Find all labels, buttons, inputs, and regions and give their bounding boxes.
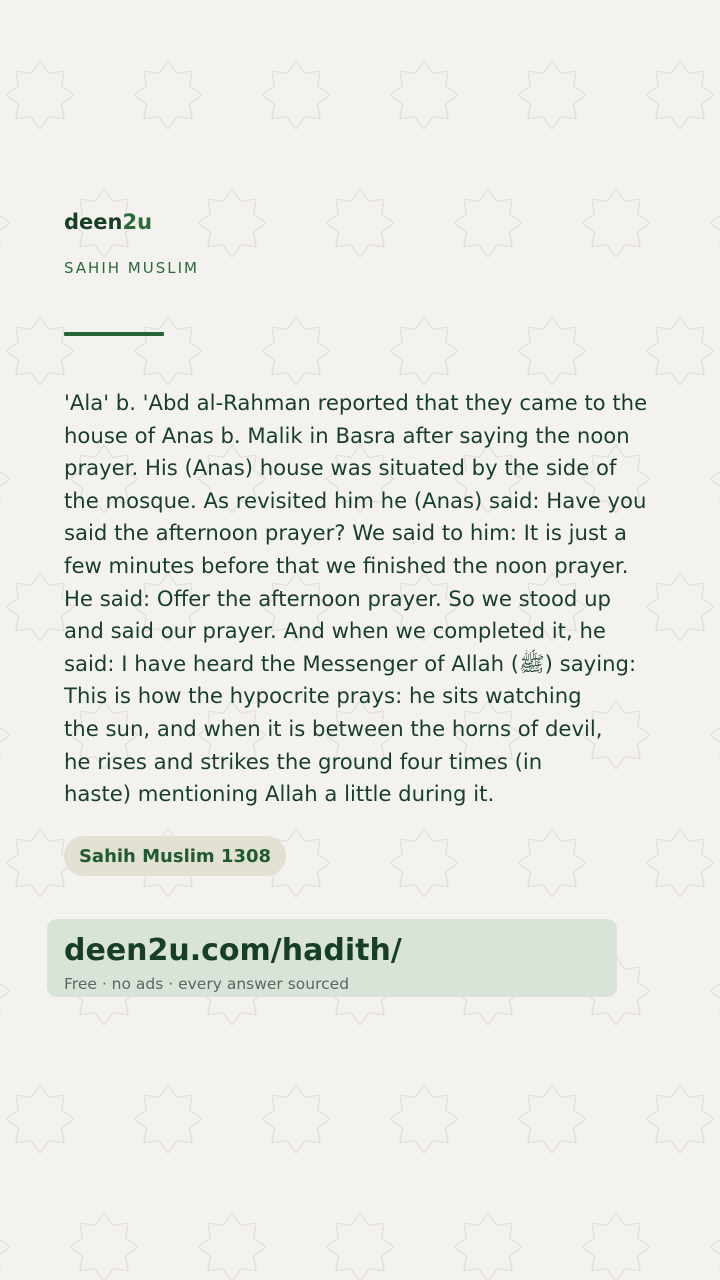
cta-card[interactable]: [47, 919, 617, 997]
brand-name: deen: [64, 210, 123, 234]
cta-tagline: Free · no ads · every answer sourced: [64, 975, 350, 993]
brand-logo: [64, 210, 152, 234]
divider: [64, 332, 164, 336]
cta-url-link[interactable]: deen2u.com/hadith/: [64, 933, 402, 968]
reference-label: Sahih Muslim 1308: [78, 845, 272, 867]
brand-name-accent: 2u: [122, 210, 153, 234]
reference-badge: [64, 836, 286, 876]
hadith-text: 'Ala' b. 'Abd al-Rahman reported that they came to the house of Anas b. Malik in Basra after saying the noon prayer. His (Anas) house was situated by the side of the mosque. As revisited him he (Anas) said: Have you said the afternoon prayer? We said to him: It is just a few minutes before that we finished the noon prayer. He said: Offer the afternoon prayer. So we stood up and said our prayer. And when we completed it, he said: I have heard the Messenger of Allah (ﷺ) saying: This is how the hypocrite prays: he sits watching the sun, and when it is between the horns of devil, he rises and strikes the ground four times (in haste) mentioning Allah a little during it.: [64, 390, 648, 807]
collection-label: SAHIH MUSLIM: [64, 259, 199, 277]
